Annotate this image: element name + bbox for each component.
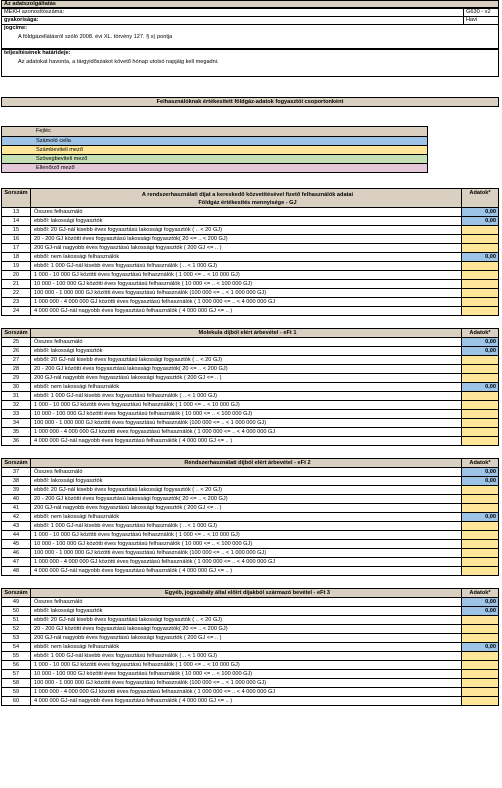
number-input-cell[interactable] — [461, 428, 499, 436]
row-number: 41 — [1, 504, 31, 512]
row-label: ebből: 1 000 GJ-nál kisebb éves fogyasztású felhasználók ( .. < 1 000 GJ) — [34, 263, 217, 269]
number-input-cell[interactable] — [461, 271, 499, 279]
column-header-adatok: Adatok* — [461, 589, 499, 597]
deadline-block — [1, 49, 499, 77]
row-number: 59 — [1, 688, 31, 696]
row-number: 37 — [1, 468, 31, 476]
row-label: ebből: 1 000 GJ-nál kisebb éves fogyasztású felhasználók ( .. < 1 000 GJ) — [34, 653, 217, 659]
number-input-cell[interactable] — [461, 661, 499, 669]
column-header-sorszam: Sorszám — [1, 189, 31, 207]
row-number: 53 — [1, 634, 31, 642]
number-input-cell[interactable] — [461, 549, 499, 557]
row-label: ebből: 20 GJ-nál kisebb éves fogyasztású lakossági fogyasztók ( .. < 20 GJ) — [34, 227, 222, 233]
row-label: ebből: 20 GJ-nál kisebb éves fogyasztású lakossági fogyasztók ( .. < 20 GJ) — [34, 487, 222, 493]
row-label: 10 000 - 100 000 GJ közötti éves fogyasztású felhasználók ( 10 000 <= .. < 100 000 GJ) — [34, 671, 253, 677]
row-number: 30 — [1, 383, 31, 391]
calculated-cell: 0,00 — [461, 477, 499, 485]
calculated-cell: 0,00 — [461, 643, 499, 651]
number-input-cell[interactable] — [461, 419, 499, 427]
table-row — [1, 679, 499, 688]
row-label: 20 - 200 GJ közötti éves fogyasztású lakossági fogyasztók( 20 <= .. < 200 GJ) — [34, 496, 228, 502]
row-label: 20 - 200 GJ közötti éves fogyasztású lakossági fogyasztók( 20 <= .. < 200 GJ) — [34, 626, 228, 632]
row-label: ebből: 1 000 GJ-nál kisebb éves fogyasztású felhasználók ( .. < 1 000 GJ) — [34, 523, 217, 529]
row-number: 48 — [1, 567, 31, 575]
row-number: 57 — [1, 670, 31, 678]
row-number: 25 — [1, 338, 31, 346]
table-row — [1, 558, 499, 567]
row-number: 23 — [1, 298, 31, 306]
table-row — [1, 486, 499, 495]
calculated-cell: 0,00 — [461, 217, 499, 225]
table-row — [1, 253, 499, 262]
table-row — [1, 262, 499, 271]
number-input-cell[interactable] — [461, 226, 499, 234]
section-table — [1, 328, 499, 446]
row-label: 1 000 - 10 000 GJ közötti éves fogyasztású felhasználók ( 1 000 <= .. < 10 000 GJ) — [34, 532, 240, 538]
number-input-cell[interactable] — [461, 495, 499, 503]
row-label: ebből: nem lakossági felhasználók — [34, 514, 120, 520]
row-label: ebből: 20 GJ-nál kisebb éves fogyasztású lakossági fogyasztók ( .. < 20 GJ) — [34, 357, 222, 363]
table-row — [1, 661, 499, 670]
section-title-text: A rendszerhasználati díjat a kereskedő közvetítésével fizető felhasználók adatai — [141, 192, 354, 198]
table-row — [1, 374, 499, 383]
column-header-sorszam: Sorszám — [1, 459, 31, 467]
number-input-cell[interactable] — [461, 410, 499, 418]
number-input-cell[interactable] — [461, 540, 499, 548]
table-row — [1, 392, 499, 401]
row-number: 13 — [1, 208, 31, 216]
number-input-cell[interactable] — [461, 670, 499, 678]
column-header-adatok: Adatok* — [461, 329, 499, 337]
number-input-cell[interactable] — [461, 652, 499, 660]
row-number: 21 — [1, 280, 31, 288]
row-label: 4 000 000 GJ-nál nagyobb éves fogyasztású felhasználók ( 4 000 000 GJ <= .. ) — [34, 568, 233, 574]
legal-basis-block — [1, 24, 499, 49]
row-number: 28 — [1, 365, 31, 373]
deadline-label: teljesítésének határideje: — [4, 50, 71, 56]
section-subtitle: Földgáz értékesítés mennyisége - GJ — [198, 200, 297, 207]
number-input-cell[interactable] — [461, 374, 499, 382]
table-row — [1, 338, 499, 347]
row-number: 19 — [1, 262, 31, 270]
calculated-cell: 0,00 — [461, 383, 499, 391]
row-number: 40 — [1, 495, 31, 503]
legend-item: Fejléc — [2, 127, 427, 136]
row-label: 20 - 200 GJ közötti éves fogyasztású lakossági fogyasztók( 20 <= .. < 200 GJ) — [34, 236, 228, 242]
table-row — [1, 504, 499, 513]
table-row — [1, 540, 499, 549]
legend-item: Ellenőrző mező — [2, 163, 427, 172]
number-input-cell[interactable] — [461, 616, 499, 624]
row-number: 51 — [1, 616, 31, 624]
table-row — [1, 468, 499, 477]
number-input-cell[interactable] — [461, 365, 499, 373]
row-number: 46 — [1, 549, 31, 557]
row-label: Összes felhasználó — [34, 469, 83, 475]
number-input-cell[interactable] — [461, 522, 499, 530]
section-title — [31, 189, 461, 207]
form-header — [1, 0, 499, 77]
section-table — [1, 458, 499, 576]
calculated-cell: 0,00 — [461, 513, 499, 521]
section-title — [31, 329, 461, 337]
row-label: Összes felhasználó — [34, 209, 83, 215]
number-input-cell[interactable] — [461, 244, 499, 252]
row-number: 44 — [1, 531, 31, 539]
table-row — [1, 697, 499, 706]
row-label: ebből: nem lakossági felhasználók — [34, 644, 120, 650]
calculated-cell: 0,00 — [461, 253, 499, 261]
row-label: 1 000 000 - 4 000 000 GJ közötti éves fogyasztású felhasználók ( 1 000 000 <= .. < 4 000 000 GJ — [34, 689, 276, 695]
row-number: 26 — [1, 347, 31, 355]
frequency-label: gyakorisága: — [4, 17, 39, 23]
row-label: 100 000 - 1 000 000 GJ közötti éves fogyasztású felhasználók (100 000 <= .. < 1 000 000 GJ) — [34, 420, 267, 426]
table-row — [1, 607, 499, 616]
legal-basis-label: jogcíme: — [4, 25, 28, 31]
section-title — [31, 459, 461, 467]
row-label: 4 000 000 GJ-nál nagyobb éves fogyasztású felhasználók ( 4 000 000 GJ <= .. ) — [34, 698, 233, 704]
row-label: 1 000 - 10 000 GJ közötti éves fogyasztású felhasználók ( 1 000 <= .. < 10 000 GJ) — [34, 662, 240, 668]
column-header-sorszam: Sorszám — [1, 589, 31, 597]
number-input-cell[interactable] — [461, 697, 499, 705]
table-row — [1, 401, 499, 410]
row-label: 1 000 000 - 4 000 000 GJ közötti éves fogyasztású felhasználók ( 1 000 000 <= .. < 4 000 000 GJ — [34, 559, 276, 565]
table-row — [1, 495, 499, 504]
row-number: 27 — [1, 356, 31, 364]
row-label: 10 000 - 100 000 GJ közötti éves fogyasztású felhasználók ( 10 000 <= .. < 100 000 GJ) — [34, 541, 253, 547]
row-label: 1 000 000 - 4 000 000 GJ közötti éves fogyasztású felhasználók ( 1 000 000 <= .. < 4 000 000 GJ — [34, 299, 276, 305]
table-row — [1, 356, 499, 365]
legend-item: Számbeviteli mező — [2, 145, 427, 154]
number-input-cell[interactable] — [461, 307, 499, 315]
table-row — [1, 383, 499, 392]
section-title-text: Molekula díjból elért árbevétel - eFt 1 — [198, 330, 297, 336]
table-row — [1, 598, 499, 607]
row-label: ebből: 20 GJ-nál kisebb éves fogyasztású lakossági fogyasztók ( .. < 20 GJ) — [34, 617, 222, 623]
row-number: 38 — [1, 477, 31, 485]
form-title: Az adatszolgáltatás — [1, 0, 499, 8]
section-table — [1, 588, 499, 706]
row-number: 54 — [1, 643, 31, 651]
row-label: 4 000 000 GJ-nál nagyobb éves fogyasztású felhasználók ( 4 000 000 GJ <= .. ) — [34, 308, 233, 314]
column-header-sorszam: Sorszám — [1, 329, 31, 337]
table-row — [1, 437, 499, 446]
row-number: 52 — [1, 625, 31, 633]
number-input-cell[interactable] — [461, 558, 499, 566]
row-label: Összes felhasználó — [34, 339, 83, 345]
row-label: 100 000 - 1 000 000 GJ közötti éves fogyasztású felhasználók (100 000 <= .. < 1 000 000 GJ) — [34, 550, 267, 556]
legal-basis-text: A földgázellátásról szóló 2008. évi XL. törvény 127. § s) pontja — [18, 33, 173, 40]
row-number: 39 — [1, 486, 31, 494]
row-label: 20 - 200 GJ közötti éves fogyasztású lakossági fogyasztók( 20 <= .. < 200 GJ) — [34, 366, 228, 372]
table-row — [1, 567, 499, 576]
section-header — [1, 188, 499, 208]
legend-item: Számoló cella — [2, 136, 427, 145]
deadline-text: Az adatokat havonta, a tárgyidőszakot követő hónap utolsó napjáig kell megadni. — [18, 58, 219, 65]
table-row — [1, 365, 499, 374]
mekh-id-value: G630 - v2 — [463, 9, 498, 16]
row-number: 33 — [1, 410, 31, 418]
table-row — [1, 347, 499, 356]
number-input-cell[interactable] — [461, 356, 499, 364]
row-number: 45 — [1, 540, 31, 548]
number-input-cell[interactable] — [461, 437, 499, 445]
row-number: 17 — [1, 244, 31, 252]
row-number: 56 — [1, 661, 31, 669]
row-number: 29 — [1, 374, 31, 382]
row-label: ebből: lakossági fogyasztók — [34, 478, 103, 484]
table-row — [1, 428, 499, 437]
table-row — [1, 419, 499, 428]
section-title-text: Rendszerhasználati díjból elért árbevétel - eFt 2 — [184, 460, 311, 466]
color-legend — [1, 126, 428, 173]
row-label: 200 GJ-nál nagyobb éves fogyasztású lakossági fogyasztók ( 200 GJ <= .. ) — [34, 375, 222, 381]
calculated-cell: 0,00 — [461, 347, 499, 355]
table-row — [1, 208, 499, 217]
calculated-cell: 0,00 — [461, 598, 499, 606]
row-number: 18 — [1, 253, 31, 261]
table-row — [1, 289, 499, 298]
data-sections — [1, 188, 501, 706]
table-row — [1, 652, 499, 661]
calculated-cell: 0,00 — [461, 338, 499, 346]
row-number: 32 — [1, 401, 31, 409]
row-number: 50 — [1, 607, 31, 615]
calculated-cell: 0,00 — [461, 208, 499, 216]
row-number: 36 — [1, 437, 31, 445]
number-input-cell[interactable] — [461, 486, 499, 494]
number-input-cell[interactable] — [461, 262, 499, 270]
table-row — [1, 217, 499, 226]
table-row — [1, 307, 499, 316]
table-row — [1, 410, 499, 419]
row-label: 200 GJ-nál nagyobb éves fogyasztású lakossági fogyasztók ( 200 GJ <= .. ) — [34, 245, 222, 251]
row-number: 16 — [1, 235, 31, 243]
row-number: 43 — [1, 522, 31, 530]
table-row — [1, 244, 499, 253]
table-row — [1, 522, 499, 531]
row-number: 58 — [1, 679, 31, 687]
row-number: 34 — [1, 419, 31, 427]
row-number: 24 — [1, 307, 31, 315]
row-number: 15 — [1, 226, 31, 234]
table-row — [1, 235, 499, 244]
row-number: 49 — [1, 598, 31, 606]
number-input-cell[interactable] — [461, 504, 499, 512]
table-row — [1, 271, 499, 280]
row-label: 1 000 - 10 000 GJ közötti éves fogyasztású felhasználók ( 1 000 <= .. < 10 000 GJ) — [34, 402, 240, 408]
row-number: 31 — [1, 392, 31, 400]
number-input-cell[interactable] — [461, 392, 499, 400]
mekh-id-row — [1, 8, 499, 16]
row-label: 100 000 - 1 000 000 GJ közötti éves fogyasztású felhasználók (100 000 <= .. < 1 000 000 GJ) — [34, 680, 267, 686]
table-row — [1, 688, 499, 697]
number-input-cell[interactable] — [461, 401, 499, 409]
table-row — [1, 634, 499, 643]
number-input-cell[interactable] — [461, 280, 499, 288]
column-header-adatok: Adatok* — [461, 189, 499, 207]
row-label: ebből: nem lakossági felhasználók — [34, 384, 120, 390]
row-label: Összes felhasználó — [34, 599, 83, 605]
frequency-value: Havi — [463, 17, 498, 24]
table-row — [1, 226, 499, 235]
table-row — [1, 298, 499, 307]
row-label: ebből: lakossági fogyasztók — [34, 608, 103, 614]
row-label: ebből: 1 000 GJ-nál kisebb éves fogyasztású felhasználók ( .. < 1 000 GJ) — [34, 393, 217, 399]
table-row — [1, 625, 499, 634]
number-input-cell[interactable] — [461, 688, 499, 696]
row-number: 35 — [1, 428, 31, 436]
row-label: 4 000 000 GJ-nál nagyobb éves fogyasztású felhasználók ( 4 000 000 GJ <= .. ) — [34, 438, 233, 444]
row-number: 14 — [1, 217, 31, 225]
row-label: 200 GJ-nál nagyobb éves fogyasztású lakossági fogyasztók ( 200 GJ <= .. ) — [34, 635, 222, 641]
row-number: 55 — [1, 652, 31, 660]
table-row — [1, 670, 499, 679]
row-label: 1 000 000 - 4 000 000 GJ közötti éves fogyasztású felhasználók ( 1 000 000 <= .. < 4 000 000 GJ — [34, 429, 276, 435]
group-title: Felhasználóknak értékesített földgáz-adatok fogyasztói csoportonként — [1, 97, 499, 107]
section-header — [1, 588, 499, 598]
row-label: 1 000 - 10 000 GJ közötti éves fogyasztású felhasználók ( 1 000 <= .. < 10 000 GJ) — [34, 272, 240, 278]
number-input-cell[interactable] — [461, 625, 499, 633]
number-input-cell[interactable] — [461, 531, 499, 539]
row-number: 42 — [1, 513, 31, 521]
legend-item: Szövegbeviteli mező — [2, 154, 427, 163]
number-input-cell[interactable] — [461, 235, 499, 243]
number-input-cell[interactable] — [461, 567, 499, 575]
row-label: 10 000 - 100 000 GJ közötti éves fogyasztású felhasználók ( 10 000 <= .. < 100 000 GJ) — [34, 281, 253, 287]
row-label: ebből: lakossági fogyasztók — [34, 348, 103, 354]
calculated-cell: 0,00 — [461, 607, 499, 615]
row-label: ebből: lakossági fogyasztók — [34, 218, 103, 224]
section-table — [1, 188, 499, 316]
row-number: 47 — [1, 558, 31, 566]
row-label: 200 GJ-nál nagyobb éves fogyasztású lakossági fogyasztók ( 200 GJ <= .. ) — [34, 505, 222, 511]
number-input-cell[interactable] — [461, 679, 499, 687]
section-title-text: Egyéb, jogszabály által előírt díjakból származó bevétel - eFt 3 — [164, 590, 331, 596]
table-row — [1, 280, 499, 289]
row-label: 10 000 - 100 000 GJ közötti éves fogyasztású felhasználók ( 10 000 <= .. < 100 000 GJ) — [34, 411, 253, 417]
table-row — [1, 513, 499, 522]
table-row — [1, 643, 499, 652]
number-input-cell[interactable] — [461, 289, 499, 297]
calculated-cell: 0,00 — [461, 468, 499, 476]
section-title — [31, 589, 461, 597]
number-input-cell[interactable] — [461, 298, 499, 306]
row-number: 60 — [1, 697, 31, 705]
table-row — [1, 477, 499, 486]
section-header — [1, 328, 499, 338]
column-header-adatok: Adatok* — [461, 459, 499, 467]
row-number: 22 — [1, 289, 31, 297]
section-header — [1, 458, 499, 468]
table-row — [1, 616, 499, 625]
table-row — [1, 549, 499, 558]
row-label: ebből: nem lakossági felhasználók — [34, 254, 120, 260]
row-number: 20 — [1, 271, 31, 279]
number-input-cell[interactable] — [461, 634, 499, 642]
row-label: 100 000 - 1 000 000 GJ közötti éves fogyasztású felhasználók (100 000 <= .. < 1 000 000 GJ) — [34, 290, 267, 296]
table-row — [1, 531, 499, 540]
frequency-row — [1, 16, 499, 24]
mekh-id-label: MEKH azonosítószáma: — [4, 9, 65, 15]
